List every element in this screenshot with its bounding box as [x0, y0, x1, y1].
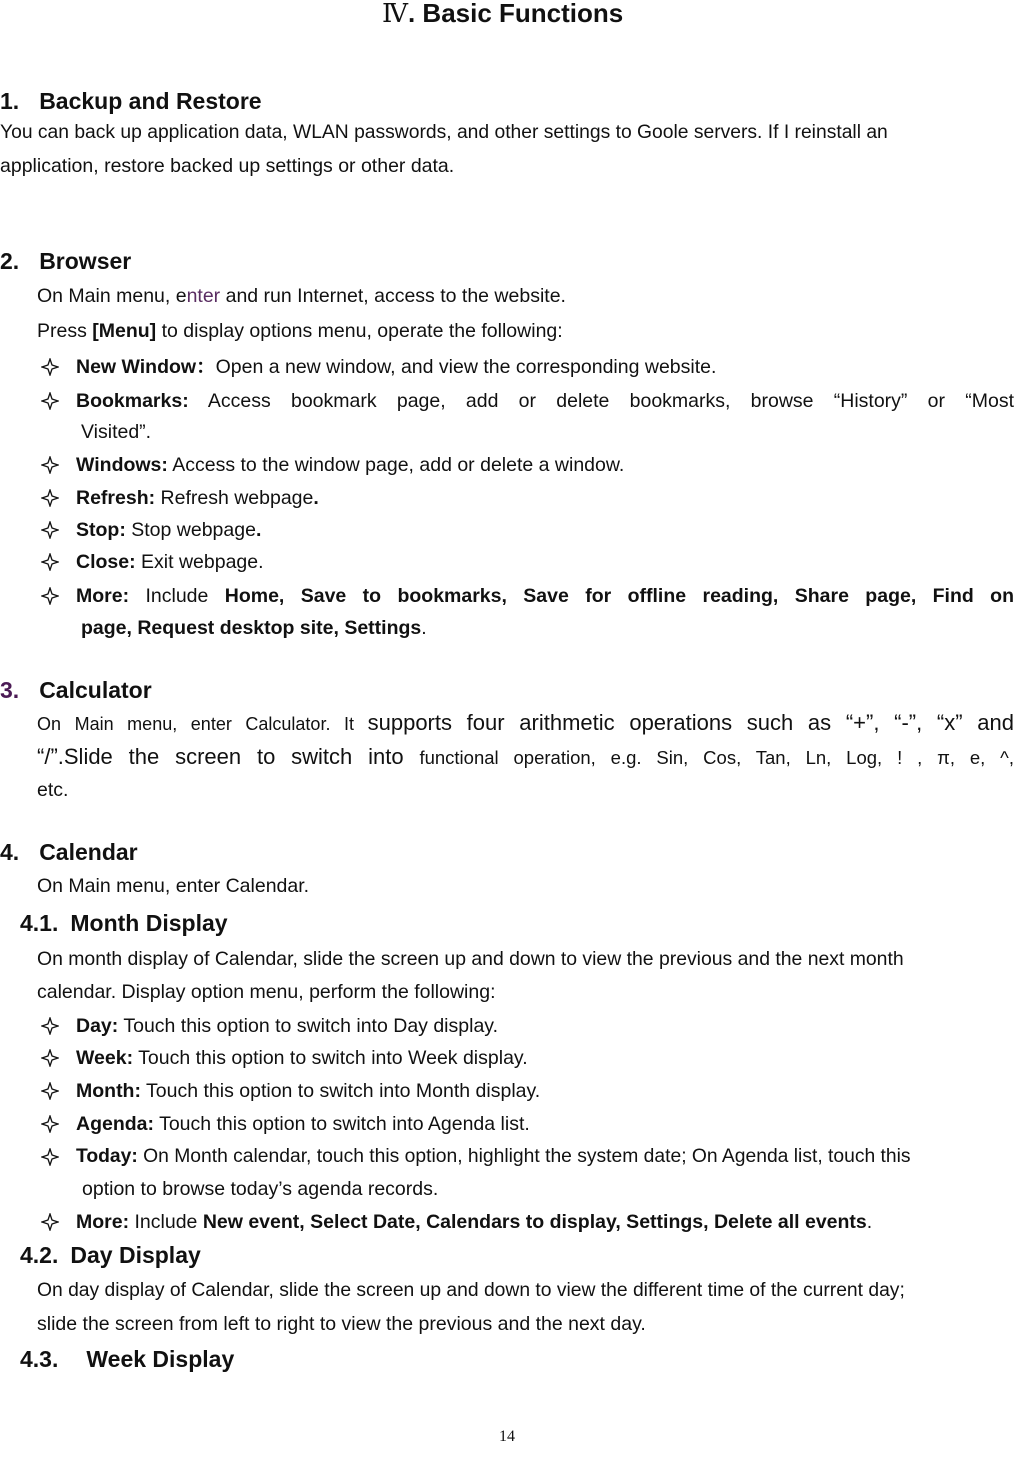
section-title: Calculator: [39, 677, 152, 703]
section-1-heading: [0, 87, 262, 115]
month-display-line-2: calendar. Display option menu, perform the following:: [37, 981, 496, 1003]
section-number: 2.: [0, 248, 20, 274]
month-item-day: Day: Touch this option to switch into Day display.: [76, 1015, 499, 1037]
section-2-heading: [0, 247, 131, 275]
subsection-number: 4.3.: [20, 1346, 59, 1372]
four-point-star-outline-icon: [41, 1148, 59, 1166]
day-display-line-2: slide the screen from left to right to view the previous and the next day.: [37, 1313, 646, 1335]
calculator-line-1: On Main menu, enter Calculator. It supports four arithmetic operations such as “+”, “-”, “x” and: [37, 710, 1014, 735]
month-item-more: More: Include New event, Select Date, Calendars to display, Settings, Delete all events.: [76, 1211, 873, 1233]
subsection-4-3-heading: [20, 1345, 234, 1373]
subsection-number: 4.2.: [20, 1242, 59, 1268]
calendar-intro: On Main menu, enter Calendar.: [37, 875, 310, 897]
browser-item-stop: Stop: Stop webpage.: [76, 519, 262, 541]
month-item-week: Week: Touch this option to switch into Week display.: [76, 1047, 528, 1069]
four-point-star-outline-icon: [41, 358, 59, 376]
four-point-star-outline-icon: [41, 1115, 59, 1133]
four-point-star-outline-icon: [41, 1017, 59, 1035]
page-title: Ⅳ. Basic Functions: [382, 0, 624, 29]
four-point-star-outline-icon: [41, 489, 59, 507]
section-title: Backup and Restore: [39, 88, 262, 114]
four-point-star-outline-icon: [41, 456, 59, 474]
month-display-line-1: On month display of Calendar, slide the screen up and down to view the previous and the next month: [37, 948, 904, 970]
month-item-today: Today: On Month calendar, touch this option, highlight the system date; On Agenda list, touch this: [76, 1146, 911, 1167]
month-item-today-cont: option to browse today’s agenda records.: [82, 1178, 439, 1200]
section-number: 3.: [0, 677, 20, 703]
section-title: Calendar: [39, 839, 138, 865]
browser-item-bookmarks: Bookmarks: Access bookmark page, add or delete bookmarks, browse “History” or “Most: [76, 390, 1014, 412]
four-point-star-outline-icon: [41, 1082, 59, 1100]
section-number: 4.: [0, 839, 20, 865]
browser-item-more: More: Include Home, Save to bookmarks, Save for offline reading, Share page, Find on: [76, 585, 1014, 607]
section-3-heading: [0, 676, 152, 704]
four-point-star-outline-icon: [41, 521, 59, 539]
subsection-4-1-heading: [20, 909, 228, 937]
menu-key: [Menu]: [92, 320, 157, 342]
browser-item-bookmarks-cont: Visited”.: [81, 421, 152, 443]
calculator-line-3: etc.: [37, 779, 69, 801]
browser-item-close: Close: Exit webpage.: [76, 551, 264, 573]
calculator-line-2: “/”.Slide the screen to switch into functional operation, e.g. Sin, Cos, Tan, Ln, Log, ! , π, e, ^,: [37, 744, 1014, 769]
browser-intro: On Main menu, enter and run Internet, access to the website.: [37, 285, 566, 307]
section-4-heading: [0, 838, 138, 866]
roman-numeral: Ⅳ: [382, 0, 408, 29]
subsection-4-2-heading: [20, 1241, 201, 1269]
section-1-line-2: application, restore backed up settings or other data.: [0, 155, 455, 177]
four-point-star-outline-icon: [41, 553, 59, 571]
browser-item-new-window: New Window：Open a new window, and view the corresponding website.: [76, 356, 717, 378]
subsection-title: Month Display: [70, 910, 228, 936]
browser-item-more-cont: page, Request desktop site, Settings.: [81, 617, 427, 639]
section-1-line-1: You can back up application data, WLAN passwords, and other settings to Goole servers. If I reinstall an: [0, 122, 888, 143]
page-number: 14: [499, 1428, 515, 1445]
subsection-title: Week Display: [86, 1346, 235, 1372]
browser-item-windows: Windows: Access to the window page, add or delete a window.: [76, 454, 625, 476]
section-title: Browser: [39, 248, 132, 274]
four-point-star-outline-icon: [41, 1049, 59, 1067]
month-item-agenda: Agenda: Touch this option to switch into Agenda list.: [76, 1113, 530, 1135]
subsection-title: Day Display: [70, 1242, 201, 1268]
day-display-line-1: On day display of Calendar, slide the screen up and down to view the different time of the current day;: [37, 1280, 905, 1301]
month-item-month: Month: Touch this option to switch into Month display.: [76, 1080, 541, 1102]
subsection-number: 4.1.: [20, 910, 59, 936]
browser-item-refresh: Refresh: Refresh webpage.: [76, 487, 319, 509]
browser-press-menu: Press [Menu] to display options menu, operate the following:: [37, 320, 563, 342]
section-number: 1.: [0, 88, 20, 114]
four-point-star-outline-icon: [41, 1213, 59, 1231]
four-point-star-outline-icon: [41, 587, 59, 605]
four-point-star-outline-icon: [41, 392, 59, 410]
